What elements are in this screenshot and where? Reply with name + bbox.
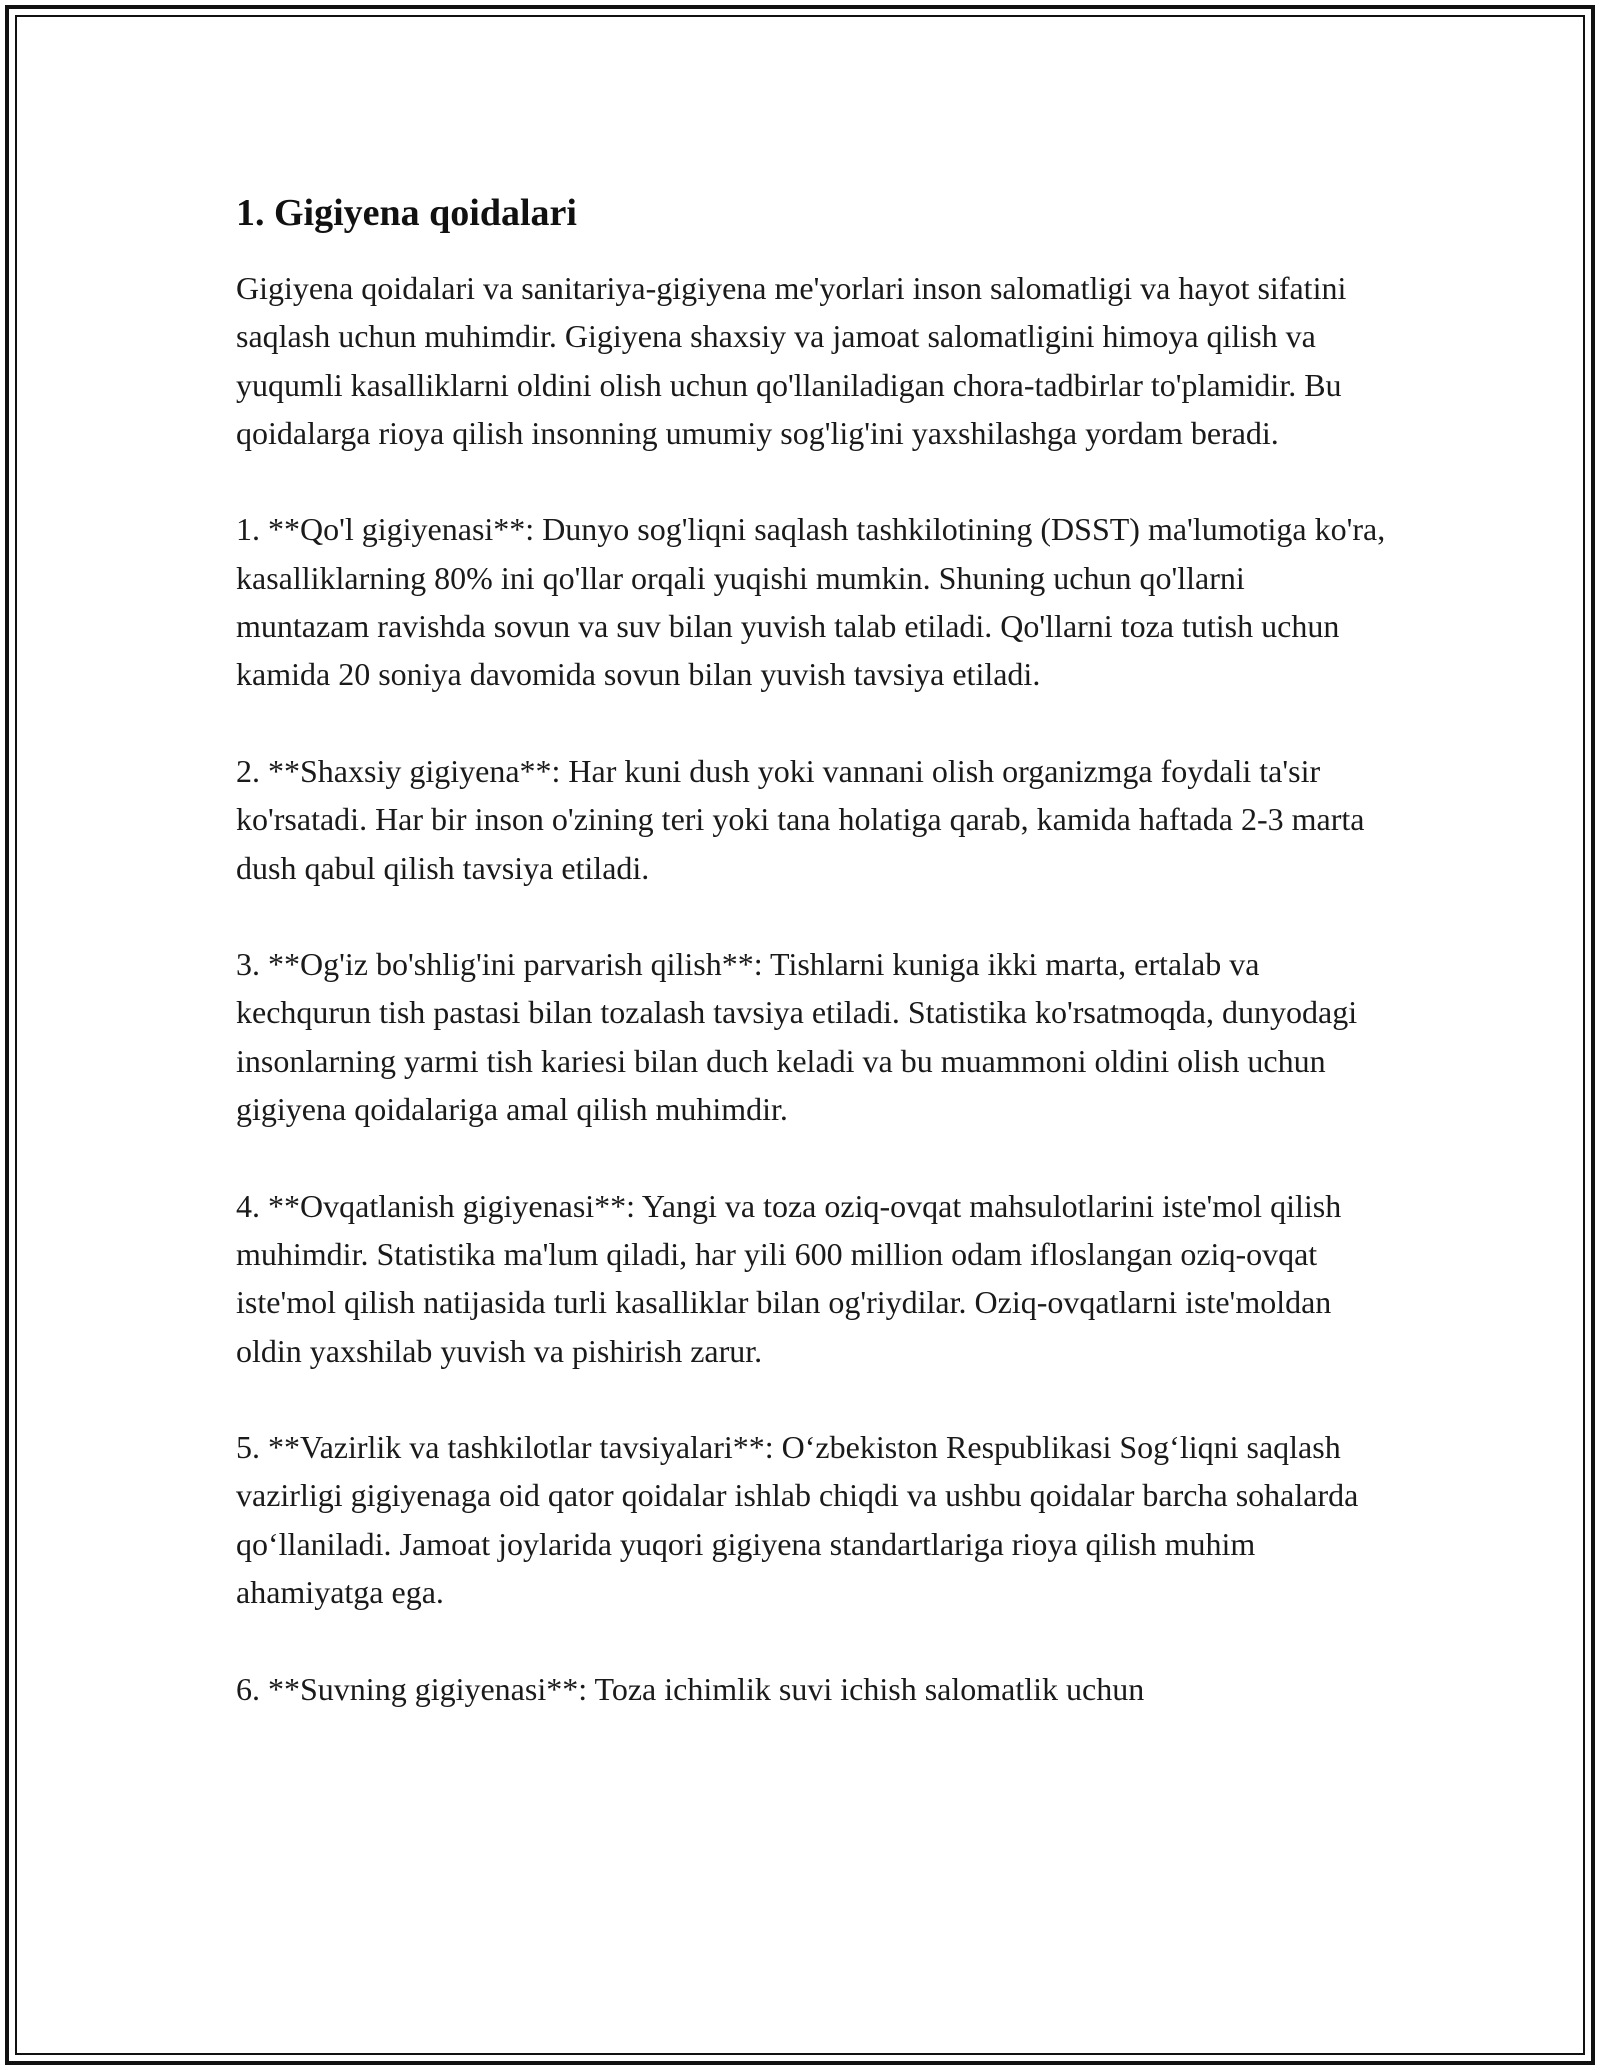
intro-paragraph: Gigiyena qoidalari va sanitariya-gigiyena me'yorlari inson salomatligi va hayot sifatini saqlash uchun muhimdir. Gigiyena shaxsiy va jamoat salomatligini himoya qilish va yuqumli kasalliklarni oldini olish uchun qo'llaniladigan chora-tadbirlar to'plamidir. Bu qoidalarga rioya qilish insonning umumiy sog'lig'ini yaxshilashga yordam beradi. xyxy=(236,270,1347,451)
list-item-personal-hygiene: 2. **Shaxsiy gigiyena**: Har kuni dush yoki vannani olish organizmga foydali ta'sir ko'rsatadi. Har bir inson o'zining teri yoki tana holatiga qarab, kamida haftada 2-3 marta dush qabul qilish tavsiya etiladi. xyxy=(236,752,1365,886)
list-item-water-hygiene: 6. **Suvning gigiyenasi**: Toza ichimlik suvi ichish salomatlik uchun xyxy=(236,1670,1145,1707)
document-body xyxy=(236,188,1386,1761)
list-item-oral-care: 3. **Og'iz bo'shlig'ini parvarish qilish**: Tishlarni kuniga ikki marta, ertalab va kechqurun tish pastasi bilan tozalash tavsiya etiladi. Statistika ko'rsatmoqda, dunyodagi insonlarning yarmi tish kariesi bilan duch keladi va bu muammoni oldini olish uchun gigiyena qoidalariga amal qilish muhimdir. xyxy=(236,946,1358,1128)
list-item-ministry-recommendations: 5. **Vazirlik va tashkilotlar tavsiyalari**: O‘zbekiston Respublikasi Sog‘liqni saqlash vazirligi gigiyenaga oid qator qoidalar ishlab chiqdi va ushbu qoidalar barcha sohalarda qo‘llaniladi. Jamoat joylarida yuqori gigiyena standartlariga rioya qilish muhim ahamiyatga ega. xyxy=(236,1429,1359,1611)
section-title: 1. Gigiyena qoidalari xyxy=(236,192,577,234)
list-item-hand-hygiene: 1. **Qo'l gigiyenasi**: Dunyo sog'liqni saqlash tashkilotining (DSST) ma'lumotiga ko'ra, kasalliklarning 80% ini qo'llar orqali yuqishi mumkin. Shuning uchun qo'llarni muntazam ravishda sovun va suv bilan yuvish talab etiladi. Qo'llarni toza tutish uchun kamida 20 soniya davomida sovun bilan yuvish tavsiya etiladi. xyxy=(236,511,1386,693)
list-item-food-hygiene: 4. **Ovqatlanish gigiyenasi**: Yangi va toza oziq-ovqat mahsulotlarini iste'mol qilish muhimdir. Statistika ma'lum qiladi, har yili 600 million odam ifloslangan oziq-ovqat iste'mol qilish natijasida turli kasalliklar bilan og'riydilar. Oziq-ovqatlarni iste'moldan oldin yaxshilab yuvish va pishirish zarur. xyxy=(236,1187,1342,1369)
